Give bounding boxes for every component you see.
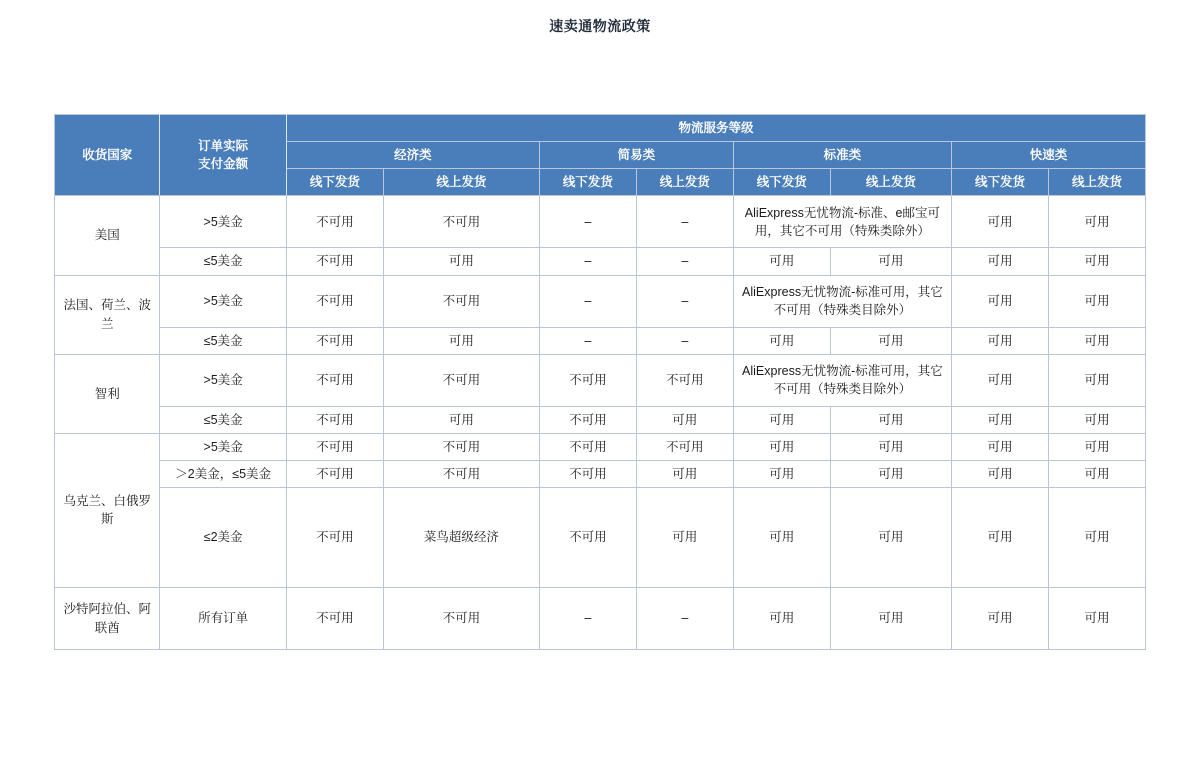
cell-amount: 所有订单: [160, 588, 286, 650]
cell-simple-offline: 不可用: [539, 354, 636, 406]
cell-standard-offline: 可用: [733, 460, 830, 487]
cell-economy-offline: 不可用: [286, 354, 383, 406]
header-service-level: 物流服务等级: [286, 115, 1145, 142]
cell-standard-offline: AliExpress无忧物流-标准可用，其它不可用（特殊类目除外）: [733, 354, 951, 406]
table-row: [55, 460, 1146, 487]
cell-simple-online: 可用: [636, 406, 733, 433]
cell-amount: ≤5美金: [160, 406, 286, 433]
table-body: [55, 196, 1146, 650]
cell-fast-online: 可用: [1048, 406, 1145, 433]
cell-economy-online: 不可用: [383, 196, 539, 248]
header-amount-line1: 订单实际: [198, 139, 249, 154]
cell-simple-online: 可用: [636, 460, 733, 487]
cell-economy-offline: 不可用: [286, 588, 383, 650]
logistics-policy-table-wrapper: [54, 36, 1146, 650]
cell-standard-online: 可用: [830, 460, 951, 487]
cell-simple-online: –: [636, 275, 733, 327]
cell-economy-offline: 不可用: [286, 196, 383, 248]
cell-country: 乌克兰、白俄罗斯: [55, 433, 160, 587]
cell-simple-online: –: [636, 588, 733, 650]
cell-fast-offline: 可用: [951, 433, 1048, 460]
cell-country: 智利: [55, 354, 160, 433]
cell-fast-offline: 可用: [951, 588, 1048, 650]
cell-standard-offline: AliExpress无忧物流-标准可用，其它不可用（特殊类目除外）: [733, 275, 951, 327]
cell-simple-online: 可用: [636, 488, 733, 588]
header-country: 收货国家: [55, 115, 160, 196]
cell-amount: ＞2美金，≤5美金: [160, 460, 286, 487]
cell-fast-offline: 可用: [951, 327, 1048, 354]
cell-amount: >5美金: [160, 433, 286, 460]
cell-economy-online: 不可用: [383, 433, 539, 460]
cell-standard-online: 可用: [830, 488, 951, 588]
cell-country: 美国: [55, 196, 160, 275]
cell-fast-offline: 可用: [951, 488, 1048, 588]
cell-amount: >5美金: [160, 354, 286, 406]
cell-economy-online: 可用: [383, 406, 539, 433]
cell-simple-online: –: [636, 196, 733, 248]
cell-amount: >5美金: [160, 275, 286, 327]
table-header: [55, 115, 1146, 196]
cell-economy-offline: 不可用: [286, 488, 383, 588]
cell-simple-offline: 不可用: [539, 460, 636, 487]
cell-standard-offline: AliExpress无忧物流-标准、e邮宝可用，其它不可用（特殊类除外）: [733, 196, 951, 248]
cell-standard-offline: 可用: [733, 406, 830, 433]
cell-standard-offline: 可用: [733, 588, 830, 650]
cell-economy-offline: 不可用: [286, 327, 383, 354]
table-row: [55, 588, 1146, 650]
cell-fast-online: 可用: [1048, 488, 1145, 588]
cell-fast-online: 可用: [1048, 433, 1145, 460]
cell-simple-online: 不可用: [636, 433, 733, 460]
cell-standard-offline: 可用: [733, 488, 830, 588]
cell-fast-online: 可用: [1048, 460, 1145, 487]
cell-fast-offline: 可用: [951, 406, 1048, 433]
cell-amount: ≤5美金: [160, 248, 286, 275]
cell-standard-online: 可用: [830, 327, 951, 354]
cell-simple-offline: 不可用: [539, 406, 636, 433]
header-group-standard: 标准类: [733, 142, 951, 169]
header-standard-offline: 线下发货: [733, 169, 830, 196]
cell-economy-online: 不可用: [383, 275, 539, 327]
cell-simple-online: –: [636, 327, 733, 354]
cell-economy-online: 不可用: [383, 460, 539, 487]
cell-economy-offline: 不可用: [286, 460, 383, 487]
cell-fast-online: 可用: [1048, 275, 1145, 327]
logistics-policy-table: [54, 114, 1146, 650]
cell-fast-offline: 可用: [951, 275, 1048, 327]
table-row: [55, 327, 1146, 354]
cell-economy-offline: 不可用: [286, 433, 383, 460]
table-row: [55, 406, 1146, 433]
header-standard-online: 线上发货: [830, 169, 951, 196]
header-group-simple: 简易类: [539, 142, 733, 169]
cell-economy-online: 可用: [383, 248, 539, 275]
table-row: [55, 354, 1146, 406]
cell-simple-offline: –: [539, 248, 636, 275]
cell-amount: >5美金: [160, 196, 286, 248]
header-simple-online: 线上发货: [636, 169, 733, 196]
table-row: [55, 275, 1146, 327]
header-economy-offline: 线下发货: [286, 169, 383, 196]
cell-amount: ≤2美金: [160, 488, 286, 588]
cell-fast-offline: 可用: [951, 196, 1048, 248]
cell-fast-offline: 可用: [951, 354, 1048, 406]
cell-simple-offline: –: [539, 327, 636, 354]
cell-simple-offline: –: [539, 275, 636, 327]
cell-standard-offline: 可用: [733, 248, 830, 275]
header-fast-offline: 线下发货: [951, 169, 1048, 196]
header-amount: [160, 115, 286, 196]
table-row: [55, 196, 1146, 248]
table-row: [55, 433, 1146, 460]
header-fast-online: 线上发货: [1048, 169, 1145, 196]
cell-fast-offline: 可用: [951, 460, 1048, 487]
cell-simple-online: –: [636, 248, 733, 275]
cell-standard-online: 可用: [830, 433, 951, 460]
header-row-1: [55, 115, 1146, 142]
header-economy-online: 线上发货: [383, 169, 539, 196]
cell-economy-online: 不可用: [383, 354, 539, 406]
cell-standard-offline: 可用: [733, 433, 830, 460]
cell-fast-offline: 可用: [951, 248, 1048, 275]
header-simple-offline: 线下发货: [539, 169, 636, 196]
cell-economy-offline: 不可用: [286, 248, 383, 275]
cell-standard-offline: 可用: [733, 327, 830, 354]
table-row: [55, 488, 1146, 588]
cell-country: 沙特阿拉伯、阿联酋: [55, 588, 160, 650]
cell-fast-online: 可用: [1048, 588, 1145, 650]
cell-simple-offline: –: [539, 196, 636, 248]
header-amount-line2: 支付金额: [198, 157, 249, 172]
cell-simple-offline: 不可用: [539, 488, 636, 588]
cell-simple-offline: –: [539, 588, 636, 650]
cell-standard-online: 可用: [830, 588, 951, 650]
table-row: [55, 248, 1146, 275]
page-title: 速卖通物流政策: [549, 18, 651, 34]
cell-economy-online: 菜鸟超级经济: [383, 488, 539, 588]
cell-country: 法国、荷兰、波兰: [55, 275, 160, 354]
header-group-fast: 快速类: [951, 142, 1145, 169]
cell-simple-online: 不可用: [636, 354, 733, 406]
cell-simple-offline: 不可用: [539, 433, 636, 460]
cell-economy-online: 可用: [383, 327, 539, 354]
cell-fast-online: 可用: [1048, 354, 1145, 406]
cell-economy-offline: 不可用: [286, 275, 383, 327]
cell-amount: ≤5美金: [160, 327, 286, 354]
cell-economy-online: 不可用: [383, 588, 539, 650]
cell-economy-offline: 不可用: [286, 406, 383, 433]
cell-standard-online: 可用: [830, 248, 951, 275]
cell-fast-online: 可用: [1048, 327, 1145, 354]
header-group-economy: 经济类: [286, 142, 539, 169]
cell-fast-online: 可用: [1048, 196, 1145, 248]
cell-standard-online: 可用: [830, 406, 951, 433]
cell-fast-online: 可用: [1048, 248, 1145, 275]
